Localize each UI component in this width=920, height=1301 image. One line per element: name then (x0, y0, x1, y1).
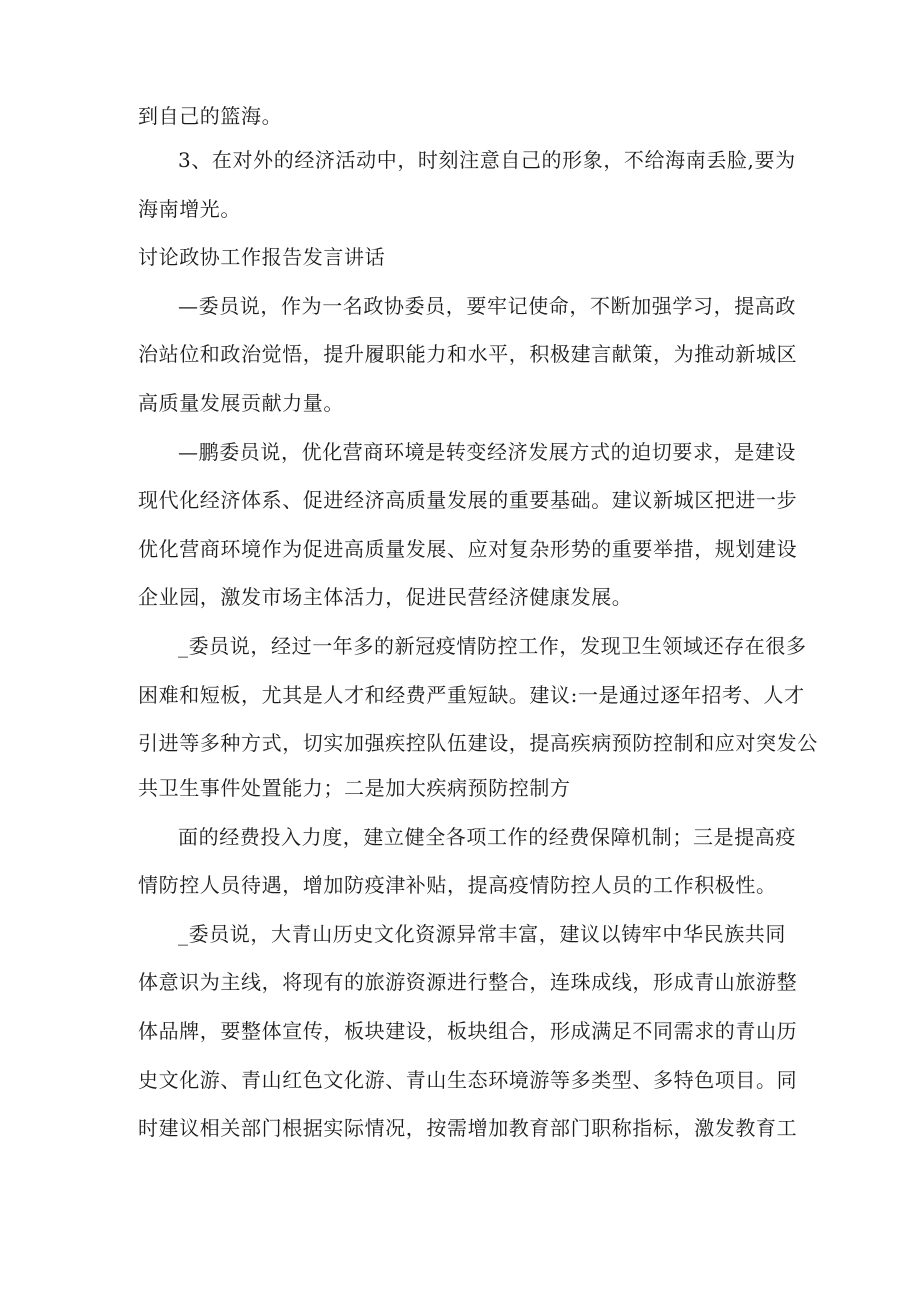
text-line-20: 体品牌，要整体宣传，板块建设，板块组合，形成满足不同需求的青山历 (138, 1019, 798, 1043)
text-line-2: 3、在对外的经济活动中，时刻注意自己的形象，不给海南丢脸,要为 (178, 148, 796, 172)
text-line-10: 优化营商环境作为促进高质量发展、应对复杂形势的重要举措，规划建设 (138, 537, 798, 561)
text-line-7: 高质量发展贡献力量。 (138, 391, 344, 415)
text-line-1: 到自己的篮海。 (138, 104, 283, 128)
text-line-12: _委员说，经过一年多的新冠疫情防控工作，发现卫生领域还存在很多 (178, 634, 807, 658)
text-line-15: 共卫生事件处置能力；二是加大疾病预防控制方 (138, 776, 571, 800)
text-line-5: —委员说，作为一名政协委员，要牢记使命，不断加强学习，提高政 (178, 294, 796, 318)
text-line-16: 面的经费投入力度，建立健全各项工作的经费保障机制；三是提高疫 (178, 825, 796, 849)
text-line-3: 海南增光。 (138, 197, 241, 221)
text-line-6: 治站位和政治觉悟，提升履职能力和水平，积极建言献策，为推动新城区 (138, 342, 798, 366)
text-line-19: 体意识为主线，将现有的旅游资源进行整合，连珠成线，形成青山旅游整 (138, 970, 798, 994)
text-line-8: —鹏委员说，优化营商环境是转变经济发展方式的迫切要求，是建设 (178, 440, 796, 464)
text-line-14: 引进等多种方式，切实加强疾控队伍建设，提高疾病预防控制和应对突发公 (138, 731, 818, 755)
section-heading: 讨论政协工作报告发言讲话 (138, 245, 386, 269)
text-line-13: 困难和短板，尤其是人才和经费严重短缺。建议:一是通过逐年招考、人才 (138, 683, 805, 707)
text-line-18: _委员说，大青山历史文化资源异常丰富，建议以铸牢中华民族共同 (178, 922, 786, 946)
text-line-22: 时建议相关部门根据实际情况，按需增加教育部门职称指标，激发教育工 (138, 1116, 798, 1140)
text-line-21: 史文化游、青山红色文化游、青山生态环境游等多类型、多特色项目。同 (138, 1068, 798, 1092)
text-line-11: 企业园，激发市场主体活力，促进民营经济健康发展。 (138, 585, 633, 609)
text-line-17: 情防控人员待遇，增加防疫津补贴，提高疫情防控人员的工作积极性。 (138, 873, 777, 897)
text-line-9: 现代化经济体系、促进经济高质量发展的重要基础。建议新城区把进一步 (138, 488, 798, 512)
